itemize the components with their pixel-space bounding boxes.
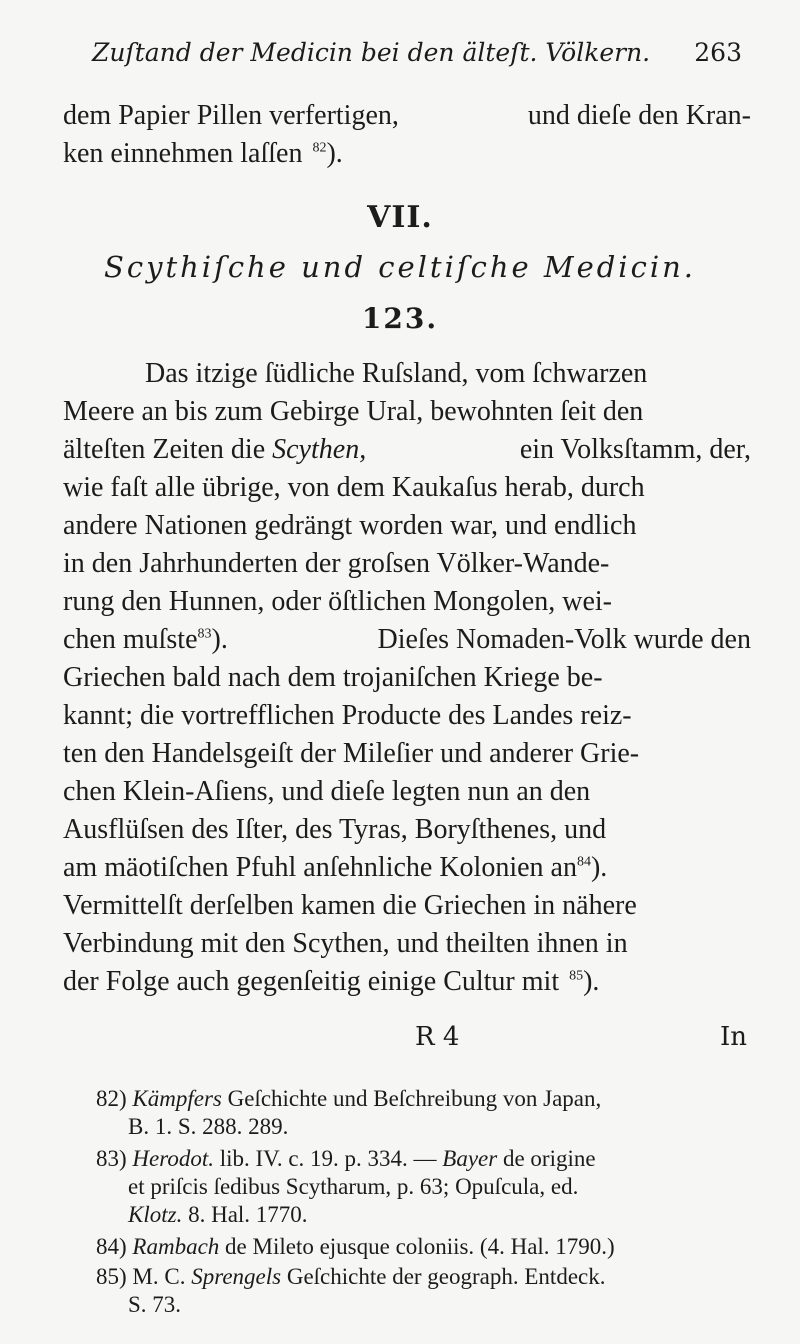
text-line: chen muſste$^{83}$). Dieſes Nomaden-Volk wurde den	[63, 624, 751, 655]
text-line: Verbindung mit den Scythen, und theilten ihnen in	[63, 928, 628, 959]
text-line: in den Jahrhunderten der groſsen Völker-Wande-	[63, 548, 610, 579]
text-line: ten den Handelsgeiſt der Mileſier und anderer Grie-	[63, 738, 640, 769]
footnote-82: 82) Kämpfers Geſchichte und Beſchreibung von Japan,	[96, 1086, 602, 1111]
header-title: Zuſtand der Medicin bei den älteſt. Völkern.	[92, 38, 651, 67]
footnote-83: 83) Herodot. lib. IV. c. 19. p. 334. — Bayer de origine	[96, 1146, 596, 1171]
text-line: chen Klein-Aſiens, und dieſe legten nun an den	[63, 776, 591, 807]
text-line: kannt; die vortrefflichen Producte des Landes reiz-	[63, 700, 632, 731]
text-line: Vermittelſt derſelben kamen die Griechen in nähere	[63, 890, 637, 921]
text-line: am mäotiſchen Pfuhl anſehnliche Kolonien $an^{84}$).	[63, 852, 608, 883]
footnote-82-cont: B. 1. S. 288. 289.	[128, 1114, 289, 1139]
text-line: ken einnehmen laſſen $^{82}$).	[63, 138, 343, 169]
paragraph-number: 123.	[361, 302, 439, 335]
text-line: dem Papier Pillen verfertigen, und dieſe den Kran-	[63, 100, 751, 131]
footnote-ref: 83	[197, 626, 212, 642]
text-line: rung den Hunnen, oder öſtlichen Mongolen, wei-	[63, 586, 612, 617]
footnote-83-cont: et priſcis ſedibus Scytharum, p. 63; Opuſcula, ed.	[128, 1174, 579, 1199]
footnote-85: 85) M. C. Sprengels Geſchichte der geograph. Entdeck.	[96, 1264, 606, 1289]
section-number: VII.	[367, 200, 433, 235]
footnote-85-cont: S. 73.	[128, 1292, 182, 1317]
section-title: Scythiſche und celtiſche Medicin.	[103, 250, 696, 284]
footnote-ref: 85	[569, 968, 584, 984]
footnote-ref: 84	[576, 854, 591, 870]
signature-mark: R 4	[415, 1022, 460, 1052]
running-header	[92, 38, 742, 67]
catchword: In	[720, 1022, 748, 1052]
footnote-83-cont: Klotz. 8. Hal. 1770.	[128, 1202, 308, 1227]
page-number: 263	[694, 38, 742, 67]
text-line: Meere an bis zum Gebirge Ural, bewohnten ſeit den	[63, 396, 644, 427]
text-line: Griechen bald nach dem trojaniſchen Kriege be-	[63, 662, 603, 693]
footnote-84: 84) Rambach de Mileto ejusque coloniis. (4. Hal. 1790.)	[96, 1234, 615, 1259]
text-line: Ausflüſsen des Iſter, des Tyras, Boryſthenes, und	[63, 814, 607, 845]
text-line: andere Nationen gedrängt worden war, und endlich	[63, 510, 637, 541]
text-line: wie faſt alle übrige, von dem Kaukaſus herab, durch	[63, 472, 645, 503]
text-line: älteſten Zeiten die Scythen, ein Volksſtamm, der,	[63, 434, 751, 465]
text-line: der Folge auch gegenſeitig einige Cultur mit $^{85}$).	[63, 966, 600, 997]
text-line: Das itzige ſüdliche Ruſsland, vom ſchwarzen	[145, 358, 648, 389]
footnote-ref: 82	[312, 140, 327, 156]
